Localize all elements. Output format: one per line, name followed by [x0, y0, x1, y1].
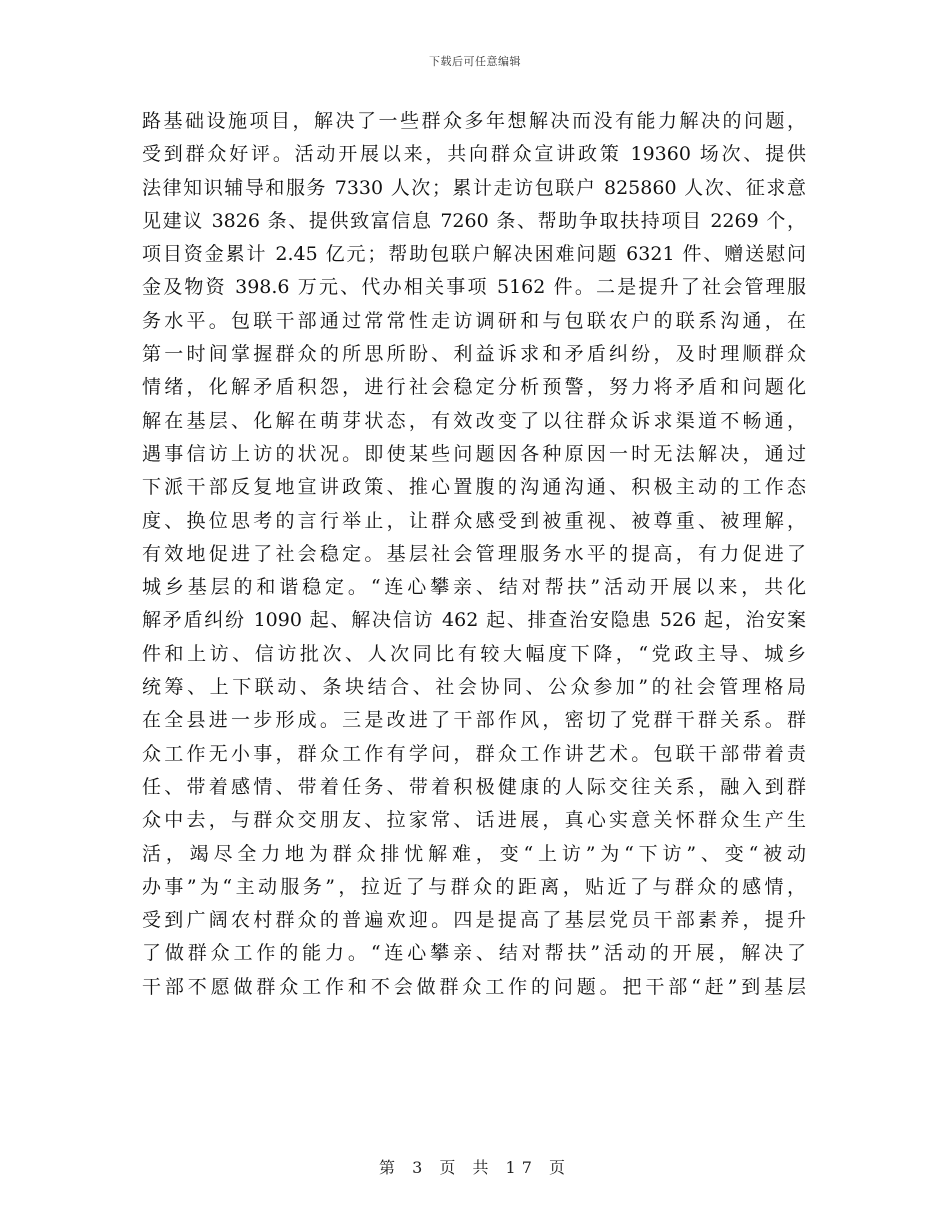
- text-line: 法律知识辅导和服务 7330 人次；累计走访包联户 825860 人次、征求意: [142, 176, 806, 199]
- text-line: 活，竭尽全力地为群众排忧解难，变“上访”为“下访”、变“被动: [142, 842, 806, 865]
- text-line: 见建议 3826 条、提供致富信息 7260 条、帮助争取扶持项目 2269 个，: [142, 209, 806, 232]
- text-line: 度、换位思考的言行举止，让群众感受到被重视、被尊重、被理解，: [142, 509, 806, 532]
- text-line: 遇事信访上访的状况。即使某些问题因各种原因一时无法解决，通过: [142, 442, 806, 465]
- text-line: 办事”为“主动服务”，拉近了与群众的距离，贴近了与群众的感情，: [142, 875, 806, 898]
- text-line: 统筹、上下联动、条块结合、社会协同、公众参加”的社会管理格局: [142, 676, 806, 699]
- text-line: 在全县进一步形成。三是改进了干部作风，密切了党群干群关系。群: [142, 709, 806, 732]
- text-line: 有效地促进了社会稳定。基层社会管理服务水平的提高，有力促进了: [142, 542, 806, 565]
- text-line: 情绪，化解矛盾积怨，进行社会稳定分析预警，努力将矛盾和问题化: [142, 376, 806, 399]
- document-body: [142, 105, 806, 1004]
- text-line: 受到群众好评。活动开展以来，共向群众宣讲政策 19360 场次、提供: [142, 143, 806, 166]
- text-line: 解在基层、化解在萌芽状态，有效改变了以往群众诉求渠道不畅通，: [142, 409, 806, 432]
- page-number: 第 3 页 共 17 页: [379, 1158, 571, 1177]
- text-line: 了做群众工作的能力。“连心攀亲、结对帮扶”活动的开展，解决了: [142, 942, 806, 965]
- text-line: 任、带着感情、带着任务、带着积极健康的人际交往关系，融入到群: [142, 775, 806, 798]
- text-line: 解矛盾纠纷 1090 起、解决信访 462 起、排查治安隐患 526 起，治安案: [142, 609, 806, 632]
- text-line: 众工作无小事，群众工作有学问，群众工作讲艺术。包联干部带着责: [142, 742, 806, 765]
- text-line: 城乡基层的和谐稳定。“连心攀亲、结对帮扶”活动开展以来，共化: [142, 576, 806, 599]
- text-line: 务水平。包联干部通过常常性走访调研和与包联农户的联系沟通，在: [142, 309, 806, 332]
- text-line: 受到广阔农村群众的普遍欢迎。四是提高了基层党员干部素养，提升: [142, 909, 806, 932]
- text-line: 第一时间掌握群众的所思所盼、利益诉求和矛盾纠纷，及时理顺群众: [142, 343, 806, 366]
- text-line: 金及物资 398.6 万元、代办相关事项 5162 件。二是提升了社会管理服: [142, 276, 806, 299]
- text-line: 路基础设施项目，解决了一些群众多年想解决而没有能力解决的问题，: [142, 110, 806, 132]
- text-line: 下派干部反复地宣讲政策、推心置腹的沟通沟通、积极主动的工作态: [142, 476, 806, 499]
- text-line: 干部不愿做群众工作和不会做群众工作的问题。把干部“赶”到基层: [142, 975, 806, 998]
- page-header-note: 下载后可任意编辑: [429, 55, 521, 68]
- text-line: 众中去，与群众交朋友、拉家常、话进展，真心实意关怀群众生产生: [142, 809, 806, 832]
- text-line: 件和上访、信访批次、人次同比有较大幅度下降，“党政主导、城乡: [142, 642, 806, 665]
- text-line: 项目资金累计 2.45 亿元；帮助包联户解决困难问题 6321 件、赠送慰问: [142, 243, 806, 266]
